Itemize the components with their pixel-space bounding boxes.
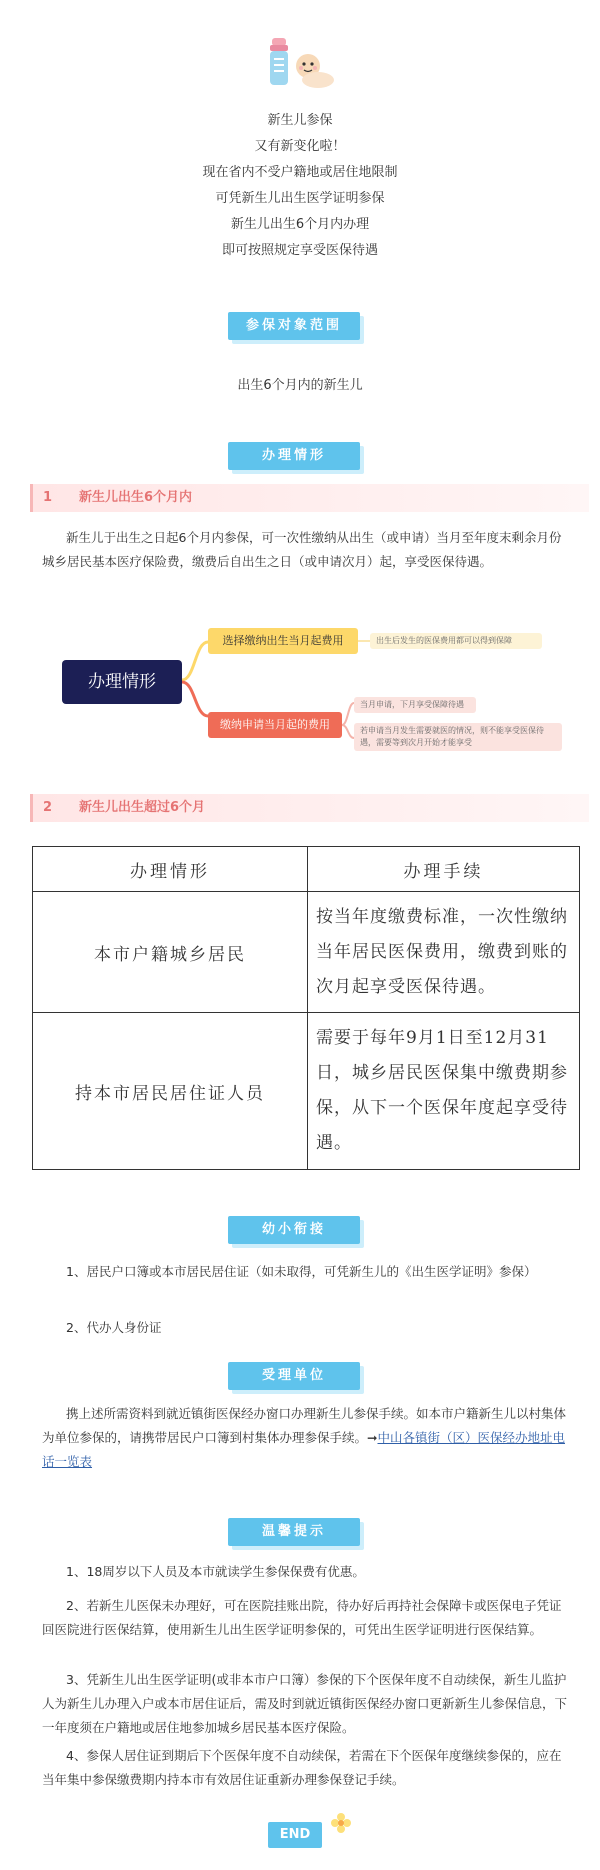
- tips-item-4: 4、参保人居住证到期后下个医保年度不自动续保，若需在下个医保年度继续参保的，应在当年集中参保缴费期内持本市有效居住证重新办理参保登记手续。: [42, 1748, 562, 1787]
- materials-heading: 幼小衔接: [228, 1216, 360, 1244]
- section-2-number: 2: [43, 800, 53, 815]
- tips-item-1: 1、18周岁以下人员及本市就读学生参保保费有优惠。: [66, 1564, 365, 1579]
- intro-line-2: 又有新变化啦！: [254, 139, 346, 154]
- mindmap-branch-birth-month: 选择缴纳出生当月起费用: [208, 628, 358, 654]
- intro-line-6: 即可按照规定享受医保待遇: [221, 243, 378, 258]
- section-1-number: 1: [43, 490, 53, 505]
- materials-item-1: 1、居民户口簿或本市居民居住证（如未取得，可凭新生儿的《出生医学证明》参保）: [66, 1264, 537, 1279]
- table-cell-situation: 持本市居民居住证人员: [33, 1013, 308, 1170]
- materials-item-2: 2、代办人身份证: [66, 1320, 162, 1335]
- scope-heading: 参保对象范围: [228, 312, 360, 340]
- tips-heading: 温馨提示: [228, 1518, 360, 1546]
- table-header-row: [33, 847, 580, 892]
- mindmap-branch2-note-1: 当月申请，下月享受保障待遇: [354, 697, 476, 713]
- baby-bottle-icon: [268, 36, 340, 96]
- table-header-procedure: 办理手续: [308, 847, 580, 892]
- handling-heading: 办理情形: [228, 442, 360, 470]
- intro-line-1: 新生儿参保: [267, 113, 333, 128]
- intro-line-3: 现在省内不受户籍地或居住地限制: [202, 165, 398, 180]
- scope-text: 出生6个月内的新生儿: [237, 378, 363, 393]
- tips-item-2: 2、若新生儿医保未办理好，可在医院挂账出院，待办好后再持社会保障卡或医保电子凭证回医院进行医保结算，使用新生儿出生医学证明参保的，可凭出生医学证明进行医保结算。: [42, 1598, 562, 1637]
- office-heading: 受理单位: [228, 1362, 360, 1390]
- table-cell-procedure: 需要于每年9月1日至12月31日，城乡居民医保集中缴费期参保，从下一个医保年度起享受待遇。: [308, 1013, 580, 1170]
- office-text: 携上述所需资料到就近镇街医保经办窗口办理新生儿参保手续。如本市户籍新生儿以村集体为单位参保的，请携带居民户口簿到村集体办理参保手续。➞: [42, 1406, 567, 1445]
- flower-icon: [330, 1812, 352, 1834]
- mindmap-branch1-note: 出生后发生的医保费用都可以得到保障: [370, 633, 542, 649]
- section-2-header: [30, 794, 589, 822]
- table-cell-procedure: 按当年度缴费标准，一次性缴纳当年居民医保费用，缴费到账的次月起享受医保待遇。: [308, 892, 580, 1013]
- office-address-link[interactable]: 中山各镇街（区）医保经办地址电话一览表: [42, 1430, 565, 1469]
- table-header-situation: 办理情形: [33, 847, 308, 892]
- section-1-title: 新生儿出生6个月内: [79, 490, 193, 505]
- intro-line-5: 新生儿出生6个月内办理: [230, 217, 370, 232]
- end-badge: END: [268, 1822, 322, 1848]
- mindmap-branch-apply-month: 缴纳申请当月起的费用: [208, 712, 342, 738]
- office-paragraph: [42, 1402, 572, 1474]
- intro-line-4: 可凭新生儿出生医学证明参保: [215, 191, 385, 206]
- mindmap-branch2-note-2: 若申请当月发生需要就医的情况，则不能享受医保待遇，需要等到次月开始才能享受: [354, 723, 562, 751]
- procedure-table: [32, 846, 580, 1170]
- table-row: [33, 892, 580, 1013]
- section-1-header: [30, 484, 589, 512]
- section-2-title: 新生儿出生超过6个月: [79, 800, 206, 815]
- tips-item-3: 3、凭新生儿出生医学证明(或非本市户口簿）参保的下个医保年度不自动续保，新生儿监护人为新生儿办理入户或本市居住证后，需及时到就近镇街医保经办窗口更新新生儿参保信息，下一年度须在户籍地或居住地参加城乡居民基本医疗保险。: [42, 1672, 568, 1735]
- table-cell-situation: 本市户籍城乡居民: [33, 892, 308, 1013]
- mindmap-root: 办理情形: [62, 660, 182, 704]
- section-1-paragraph: 新生儿于出生之日起6个月内参保，可一次性缴纳从出生（或申请）当月至年度末剩余月份城乡居民基本医疗保险费，缴费后自出生之日（或申请次月）起，享受医保待遇。: [42, 530, 562, 569]
- table-row: [33, 1013, 580, 1170]
